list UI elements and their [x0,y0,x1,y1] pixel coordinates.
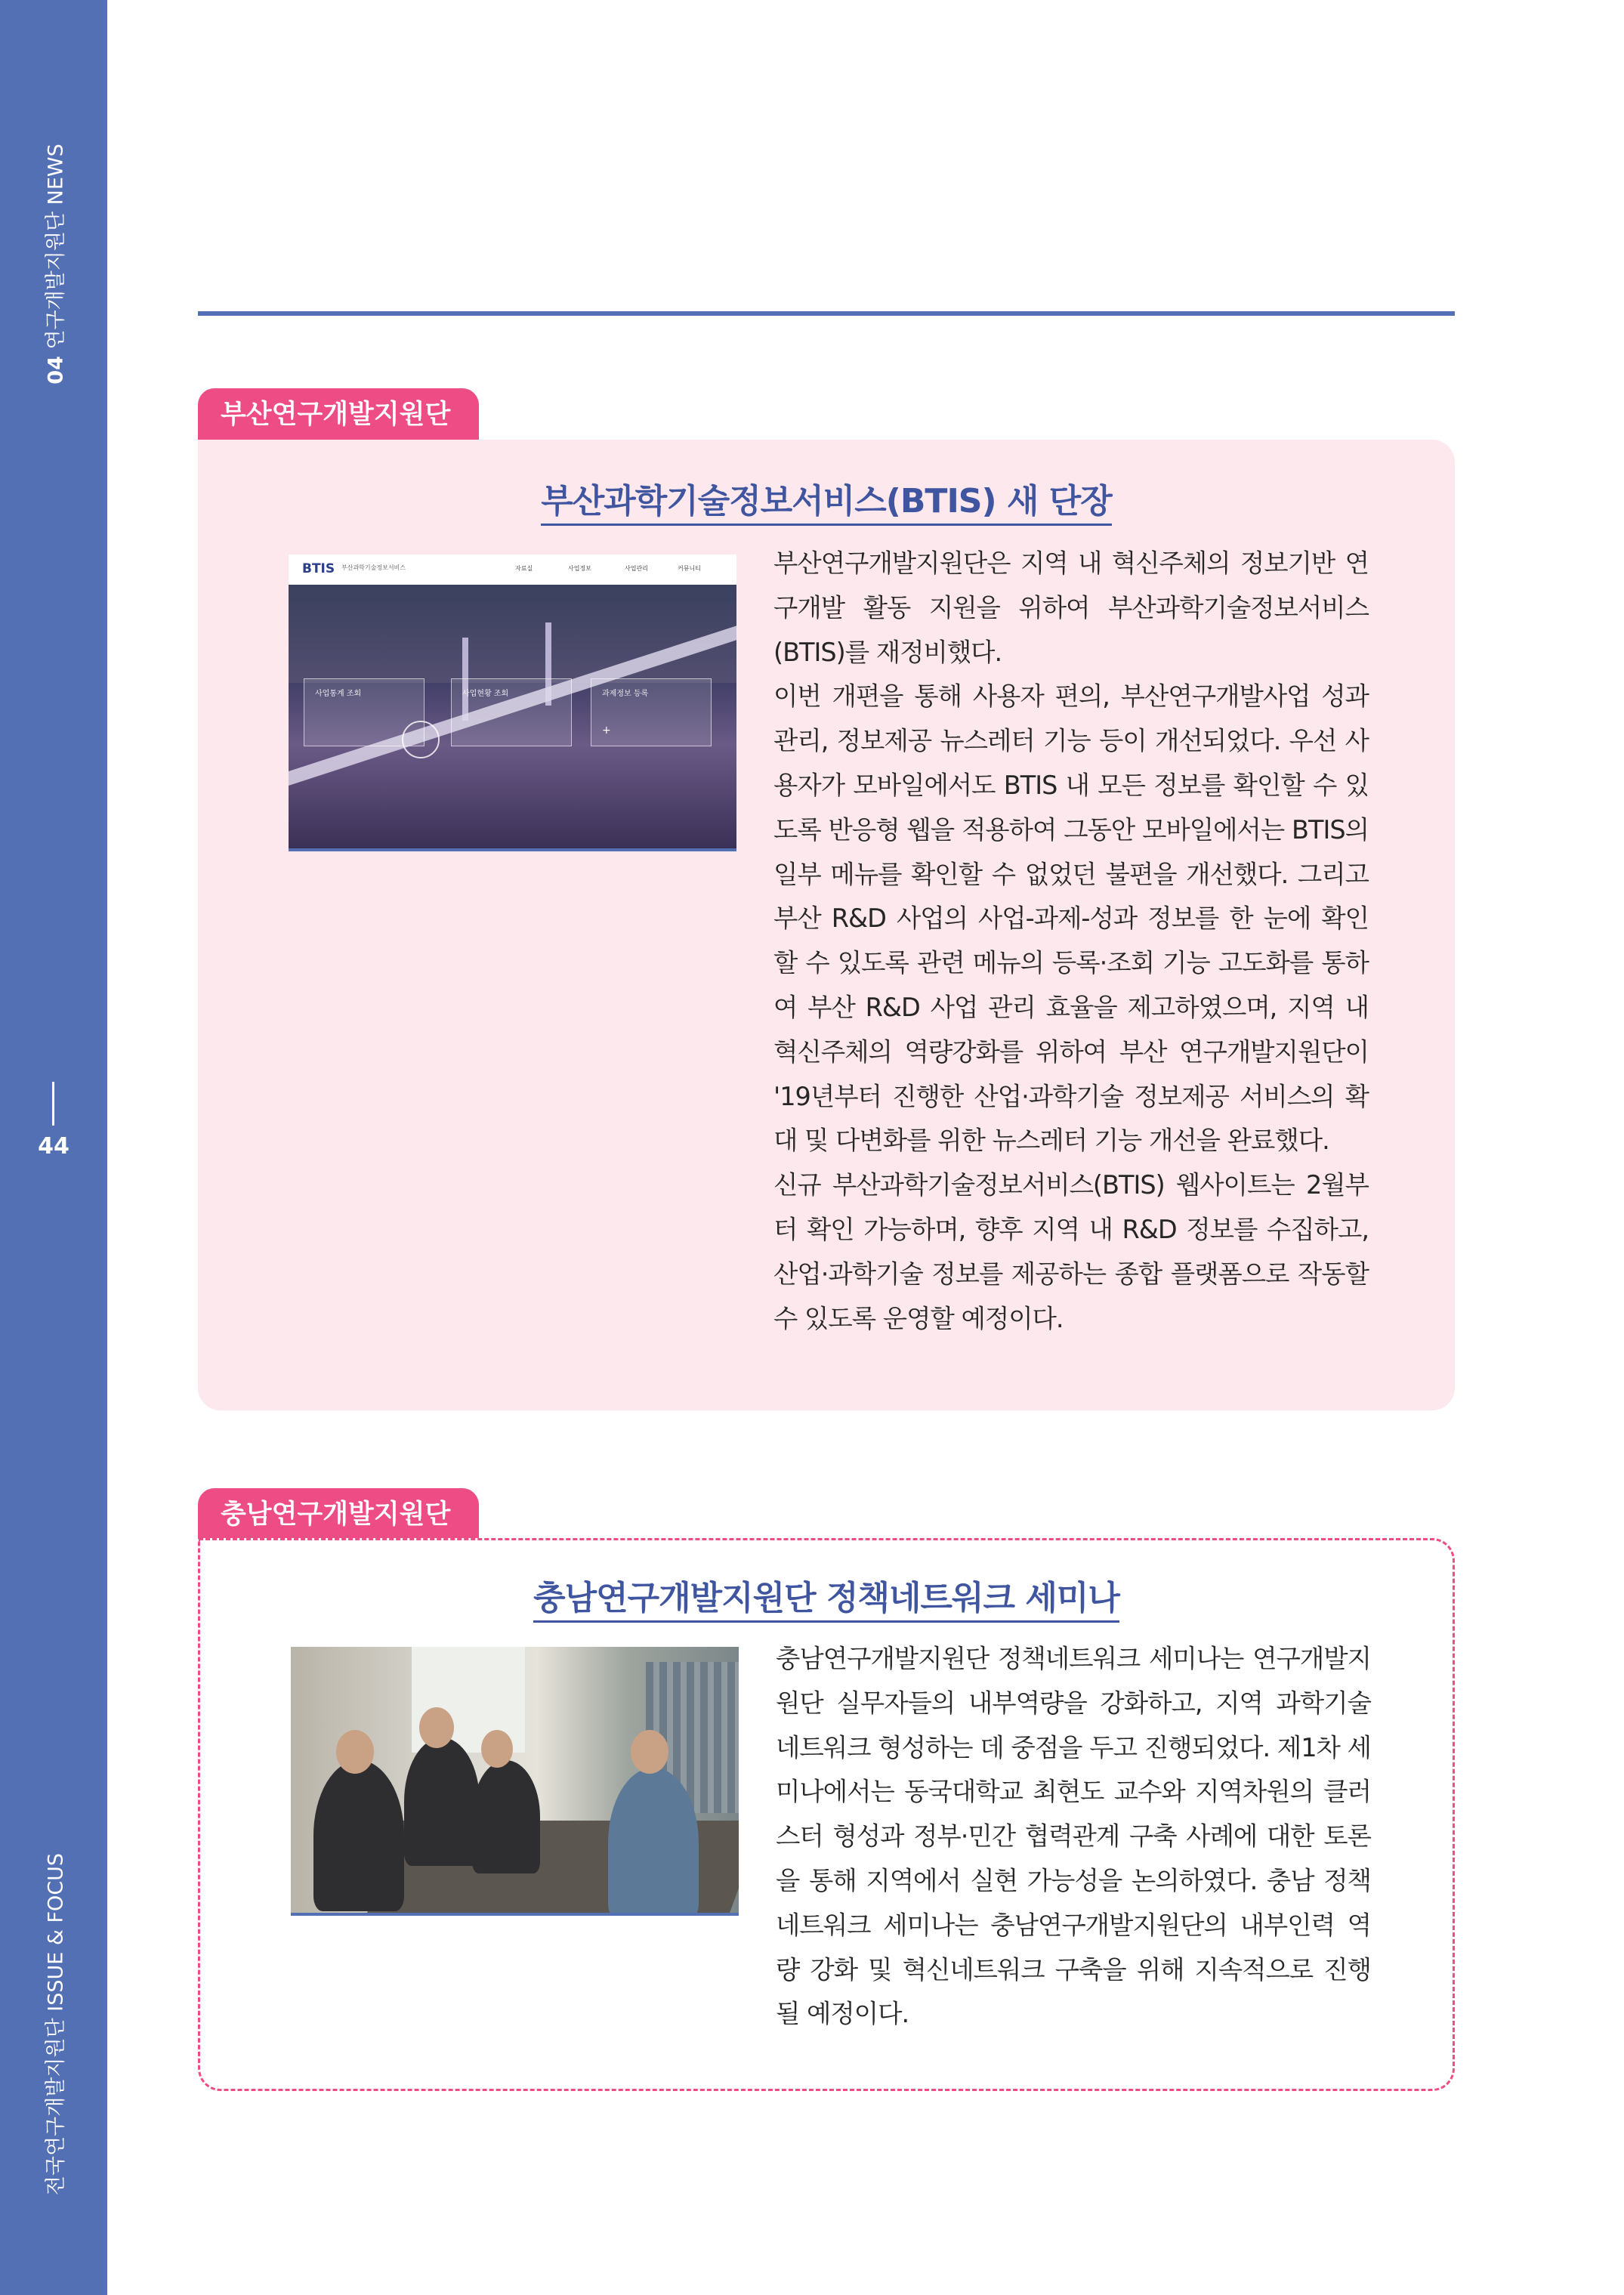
person [472,1760,540,1873]
btis-card: 사업현황 조회 [451,678,572,746]
btis-website-screenshot [289,554,736,851]
article-box-chungnam [198,1538,1455,2091]
top-divider [198,311,1455,316]
side-band [0,0,107,2295]
paragraph: 부산연구개발지원단은 지역 내 혁신주체의 정보기반 연구개발 활동 지원을 위하여 부산과학기술정보서비스(BTIS)를 재정비했다. [773,548,1369,667]
btis-card: 사업통계 조회 [304,678,425,746]
section-label: 04 연구개발지원단 NEWS [44,144,68,385]
paragraph: 신규 부산과학기술정보서비스(BTIS) 웹사이트는 2월부터 확인 가능하며, 향후 지역 내 R&D 정보를 수집하고, 산업·과학기술 정보를 제공하는 종합 플랫폼으로 작동할 수 있도록 운영할 예정이다. [773,1170,1369,1333]
btis-card: 과제정보 등록 + [591,678,712,746]
paragraph: 이번 개편을 통해 사용자 편의, 부산연구개발사업 성과관리, 정보제공 뉴스레터 기능 등이 개선되었다. 우선 사용자가 모바일에서도 BTIS 내 모든 정보를 확인할 수 있도록 반응형 웹을 적용하여 그동안 모바일에서는 BTIS의 일부 메뉴를 확인할 수 없었던 불편을 개선했다. 그리고 부산 R&D 사업의 사업-과제-성과 정보를 한 눈에 확인할 수 있도록 관련 메뉴의 등록·조회 기능 고도화를 통하여 부산 R&D 사업 관리 효율을 제고하였으며, 지역 내 혁신주체의 역량강화를 위하여 부산 연구개발지원단이 '19년부터 진행한 산업·과학기술 정보제공 서비스의 확대 및 다변화를 위한 뉴스레터 기능 개선을 완료했다. [773,681,1369,1156]
person [313,1760,404,1911]
night-bridge-scene [289,585,736,851]
article-title-busan: 부산과학기술정보서비스(BTIS) 새 단장 [198,474,1455,522]
btis-menu-item: 커뮤니티 [678,565,701,572]
city-skyline [289,585,736,683]
article-body-chungnam [776,1637,1371,2037]
plus-icon: + [602,724,611,737]
section-tab-chungnam: 충남연구개발지원단 [198,1488,479,1541]
btis-menu-item: 사업정보 [568,565,591,572]
atom-icon [402,721,440,758]
btis-logo: BTIS [302,561,335,576]
seminar-photo [291,1647,739,1916]
btis-menu-item: 자료실 [515,565,533,572]
publication-label: 전국연구개발지원단 ISSUE & FOCUS [44,1852,68,2196]
paragraph: 충남연구개발지원단 정책네트워크 세미나는 연구개발지원단 실무자들의 내부역량을 강화하고, 지역 과학기술 네트워크 형성하는 데 중점을 두고 진행되었다. 제1차 세미나에서는 동국대학교 최현도 교수와 지역차원의 클러스터 형성과 정부·민간 협력관계 구축 사례에 대한 토론을 통해 지역에서 실현 가능성을 논의하였다. 충남 정책네트워크 세미나는 충남연구개발지원단의 내부인력 역량 강화 및 혁신네트워크 구축을 위해 지속적으로 진행될 예정이다. [776,1644,1371,2029]
person [404,1737,480,1866]
article-title-chungnam: 충남연구개발지원단 정책네트워크 세미나 [200,1571,1453,1619]
page-tick [52,1082,54,1126]
btis-logo-sub: 부산과학기술정보서비스 [341,564,406,571]
person [608,1768,699,1916]
btis-menu-item: 사업관리 [625,565,648,572]
page-number: 44 [38,1133,69,1160]
section-tab-busan: 부산연구개발지원단 [198,388,479,441]
article-box-busan [198,440,1455,1410]
article-body-busan [773,542,1369,1341]
btis-nav [289,554,736,585]
